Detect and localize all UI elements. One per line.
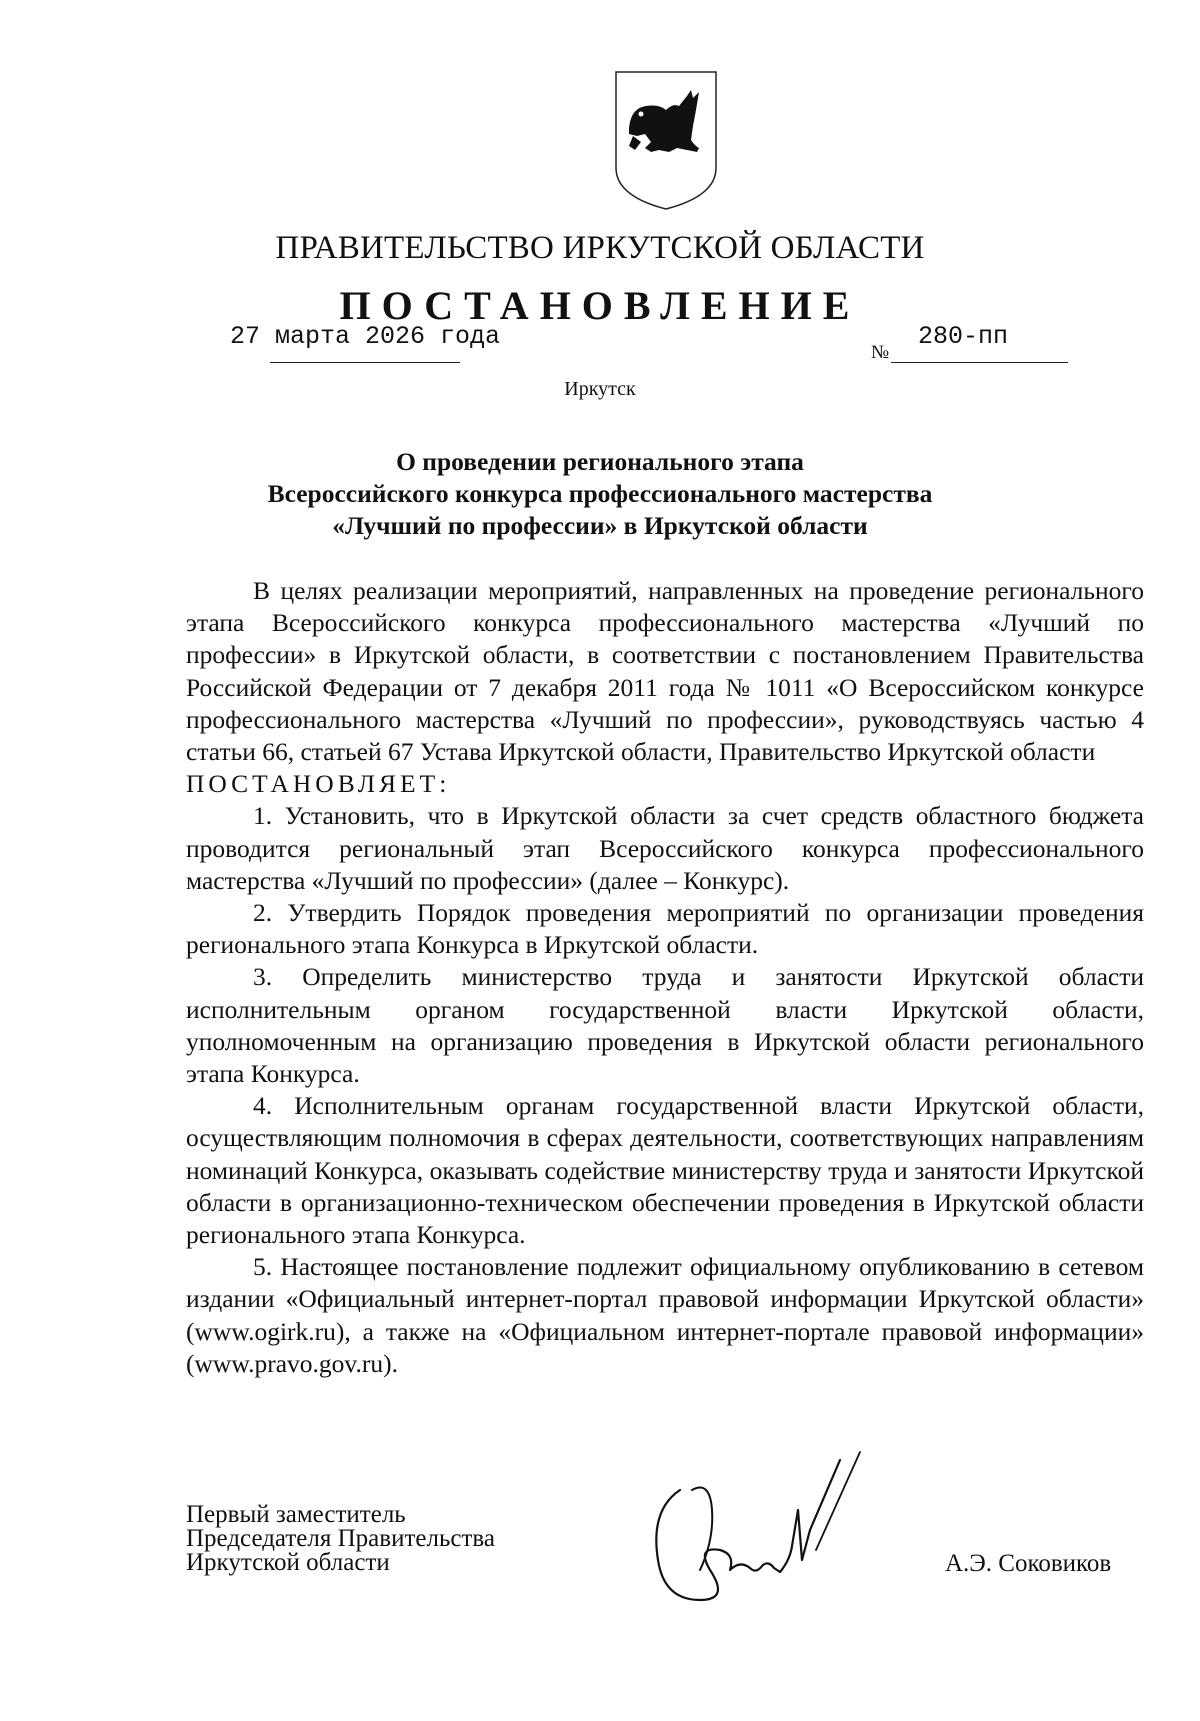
title-line: Всероссийского конкурса профессионального мастерства (267, 479, 933, 508)
signer-position-line: Иркутской области (186, 1549, 390, 1576)
preamble: В целях реализации мероприятий, направленных на проведение регионального этапа Всероссийского конкурса профессионального мастерства «Лучший по профессии» в Иркутской области, в соответствии с постановлением Правительства Российской Федерации от 7 декабря 2011 года № 1011 «О Всероссийском конкурсе профессионального мастерства «Лучший по профессии», руководствуясь частью 4 статьи 66, статьей 67 Устава Иркутской области, Правительство Иркутской области (186, 576, 1144, 767)
clause-2: 2. Утвердить Порядок проведения мероприятий по организации проведения регионального этапа Конкурса в Иркутской области. (186, 898, 1144, 960)
clause-5: 5. Настоящее постановление подлежит официальному опубликованию в сетевом издании «Официальный интернет-портал правовой информации Иркутской области» (www.ogirk.ru), а также на «Официальном интернет-портале правовой информации» (www.pravo.gov.ru). (186, 1252, 1144, 1378)
document-title (150, 446, 1050, 542)
signer-name: А.Э. Соковиков (945, 1550, 1112, 1577)
number-sign: № (871, 342, 890, 363)
signer-position (186, 1503, 495, 1575)
document-body (186, 575, 1144, 1380)
document-number: 280-пп (918, 322, 1009, 351)
resolves-word: ПОСТАНОВЛЯЕТ: (186, 769, 451, 799)
handwritten-signature (640, 1450, 880, 1620)
document-type: ПОСТАНОВЛЕНИЕ (339, 283, 861, 328)
document-date: 27 марта 2026 года (230, 322, 501, 351)
title-line: О проведении регионального этапа (396, 447, 804, 476)
city: Иркутск (564, 378, 636, 400)
signer-position-line: Председателя Правительства (186, 1525, 495, 1552)
signer-position-line: Первый заместитель (186, 1501, 406, 1528)
clause-4: 4. Исполнительным органам государственной власти Иркутской области, осуществляющим полномочия в сферах деятельности, соответствующих направлениям номинаций Конкурса, оказывать содействие министерству труда и занятости Иркутской области в организационно-техническом обеспечении проведения в Иркутской области регионального этапа Конкурса. (186, 1091, 1144, 1250)
title-line: «Лучший по профессии» в Иркутской области (332, 511, 868, 540)
number-underline (891, 362, 1068, 363)
coat-of-arms-icon (611, 68, 721, 213)
clause-1: 1. Установить, что в Иркутской области за счет средств областного бюджета проводится региональный этап Всероссийского конкурса профессионального мастерства «Лучший по профессии» (далее – Конкурс). (186, 801, 1144, 895)
government-name: ПРАВИТЕЛЬСТВО ИРКУТСКОЙ ОБЛАСТИ (275, 230, 925, 266)
date-underline (270, 362, 460, 363)
clause-3: 3. Определить министерство труда и занятости Иркутской области исполнительным органом государственной власти Иркутской области, уполномоченным на организацию проведения в Иркутской области регионального этапа Конкурса. (186, 962, 1144, 1089)
